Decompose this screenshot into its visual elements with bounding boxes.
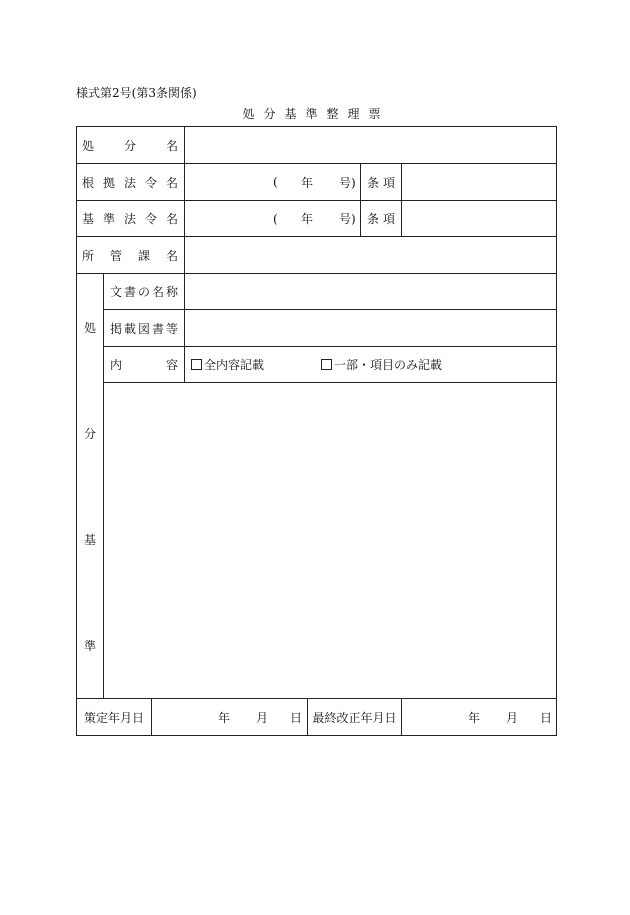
- partial-content-checkbox[interactable]: [321, 356, 442, 373]
- month-unit: 月: [256, 710, 269, 725]
- basis-law-field[interactable]: [185, 164, 360, 200]
- full-content-checkbox[interactable]: [191, 356, 321, 373]
- label-char: 称: [165, 285, 178, 299]
- paren-open: (: [273, 211, 278, 226]
- label-char: 管: [109, 248, 122, 263]
- number-unit: 号): [339, 175, 356, 190]
- label-char: 条: [367, 175, 380, 190]
- label-char: 法: [123, 175, 136, 190]
- checkbox-square-icon: [321, 359, 332, 370]
- label-char: 名: [165, 212, 178, 226]
- label-char: 課: [137, 248, 150, 263]
- label-char: 基: [83, 532, 96, 547]
- label-char: 法: [123, 212, 136, 226]
- disposition-standard-body-field[interactable]: [104, 383, 556, 698]
- title-char: 整: [326, 107, 348, 121]
- document-name-field[interactable]: [185, 274, 556, 309]
- document-name-label: [110, 274, 178, 309]
- last-revised-date-field[interactable]: [402, 699, 556, 735]
- label-char: 掲: [110, 321, 123, 336]
- standard-law-field[interactable]: [185, 201, 360, 236]
- label-char: 分: [123, 138, 136, 153]
- paren-open: (: [273, 175, 278, 189]
- content-options: [191, 347, 551, 382]
- label-char: 根: [82, 175, 95, 190]
- content-label: [110, 347, 178, 382]
- label-char: 容: [165, 358, 178, 372]
- department-field[interactable]: [185, 237, 556, 273]
- basis-law-article-label: [367, 164, 395, 200]
- label-char: の: [137, 285, 150, 299]
- table-border-right: [556, 126, 557, 736]
- label-char: 令: [144, 175, 157, 190]
- day-unit: 日: [540, 710, 553, 725]
- label-char: 準: [102, 212, 115, 226]
- label-char: 名: [151, 285, 164, 299]
- number-unit: 号): [339, 212, 356, 226]
- label-char: 令: [144, 212, 157, 226]
- title-char: 分: [263, 107, 285, 121]
- disposition-name-field[interactable]: [185, 127, 556, 163]
- label-char: 載: [123, 321, 136, 336]
- basis-law-article-field[interactable]: [402, 164, 556, 200]
- year-unit: 年: [301, 212, 314, 226]
- month-unit: 月: [506, 710, 519, 725]
- title-char: 理: [347, 107, 369, 121]
- label-char: 項: [382, 175, 395, 190]
- standard-law-article-label: [367, 201, 395, 236]
- publication-field[interactable]: [185, 310, 556, 346]
- publication-label: [110, 310, 178, 346]
- day-unit: 日: [290, 710, 303, 725]
- form-title: [76, 105, 556, 122]
- title-char: 基: [284, 107, 306, 121]
- label-char: 分: [83, 426, 96, 441]
- label-char: 処: [82, 138, 95, 153]
- label-char: 書: [151, 321, 164, 336]
- label-char: 名: [165, 138, 178, 153]
- label-char: 名: [165, 175, 178, 190]
- standard-law-article-field[interactable]: [402, 201, 556, 236]
- label-char: 条: [367, 212, 380, 226]
- label-char: 項: [382, 212, 395, 226]
- title-char: 準: [305, 107, 327, 121]
- year-unit: 年: [301, 175, 314, 190]
- label-char: 内: [110, 358, 123, 372]
- year-unit: 年: [468, 710, 481, 725]
- year-unit: 年: [218, 710, 231, 725]
- checkbox-square-icon: [191, 359, 202, 370]
- table-border-bottom: [76, 735, 557, 736]
- basis-law-label: [82, 164, 178, 200]
- label-char: 書: [123, 285, 136, 299]
- disposition-standard-section-label: [77, 274, 103, 698]
- department-label: [82, 237, 178, 273]
- column-divider: [360, 163, 361, 237]
- full-content-option-label: 全内容記載: [204, 358, 265, 372]
- label-char: 拠: [102, 175, 115, 190]
- label-char: 図: [137, 321, 150, 336]
- form-reference: 様式第2号(第3条関係): [76, 86, 197, 100]
- disposition-name-label: [82, 127, 178, 163]
- established-date-field[interactable]: [152, 699, 307, 735]
- label-char: 処: [83, 320, 96, 335]
- label-char: 基: [82, 212, 95, 226]
- standard-law-label: [82, 201, 178, 236]
- last-revised-date-label: 最終改正年月日: [312, 710, 397, 725]
- partial-content-option-label: 一部・項目のみ記載: [334, 358, 443, 372]
- established-date-label: 策定年月日: [83, 710, 144, 725]
- label-char: 等: [165, 321, 178, 336]
- title-char: 票: [368, 107, 390, 121]
- label-char: 準: [83, 638, 96, 653]
- label-char: 名: [165, 248, 178, 263]
- label-char: 所: [82, 248, 95, 263]
- label-char: 文: [110, 285, 123, 299]
- title-char: 処: [242, 107, 264, 121]
